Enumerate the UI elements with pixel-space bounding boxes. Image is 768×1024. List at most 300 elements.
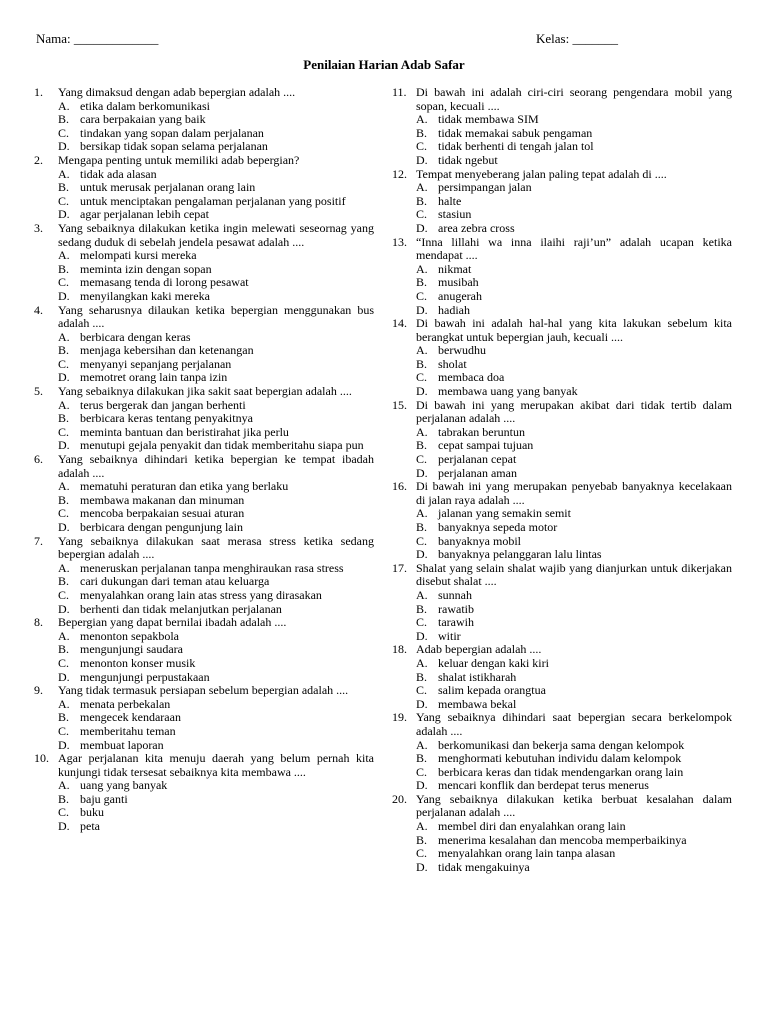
- answer-option: [58, 739, 374, 753]
- answer-option: [416, 439, 732, 453]
- answer-option: [58, 358, 374, 372]
- answer-option: [416, 222, 732, 236]
- question-body: [58, 684, 374, 752]
- option-letter: D.: [58, 139, 70, 154]
- option-letter: D.: [416, 302, 428, 317]
- option-text: membawa makanan dan minuman: [80, 492, 245, 507]
- answer-option: [58, 494, 374, 508]
- option-text: menjaga kebersihan dan ketenangan: [80, 343, 254, 358]
- option-letter: C.: [416, 370, 428, 385]
- option-text: tidak mengakuinya: [438, 859, 530, 874]
- option-text: perjalanan cepat: [438, 452, 517, 467]
- question-text: Yang dimaksud dengan adab bepergian adalah ....: [58, 85, 296, 99]
- option-letter: A.: [58, 397, 70, 412]
- question-number: 8.: [34, 615, 43, 630]
- option-letter: A.: [58, 696, 70, 711]
- option-text: hadiah: [438, 302, 470, 317]
- question-item: [34, 222, 374, 304]
- option-letter: C.: [416, 764, 428, 779]
- option-text: mencoba berpakaian sesuai aturan: [80, 506, 245, 521]
- answer-option: [58, 779, 374, 793]
- option-text: berbicara dengan keras: [80, 329, 191, 344]
- option-letter: C.: [416, 207, 428, 222]
- option-letter: D.: [58, 288, 70, 303]
- answer-option: [416, 344, 732, 358]
- option-text: anugerah: [438, 288, 482, 303]
- question-body: [416, 643, 732, 711]
- answer-option: [58, 371, 374, 385]
- answer-option: [58, 331, 374, 345]
- option-letter: C.: [416, 683, 428, 698]
- name-field: Nama: _____________: [36, 31, 159, 46]
- question-body: [416, 317, 732, 399]
- question-item: [392, 643, 732, 711]
- option-letter: D.: [58, 438, 70, 453]
- question-item: [34, 535, 374, 617]
- answer-option: [58, 698, 374, 712]
- question-number: 6.: [34, 452, 43, 467]
- question-body: [58, 453, 374, 535]
- option-letter: D.: [416, 696, 428, 711]
- question-body: [58, 304, 374, 386]
- option-letter: B.: [58, 791, 70, 806]
- question-item: [34, 385, 374, 453]
- question-text: Yang sebaiknya dilakukan ketika berbuat kesalahan dalam perjalanan adalah ....: [416, 791, 732, 820]
- question-text: Agar perjalanan kita menuju daerah yang belum pernah kita kunjungi tidak tersesat sebaiknya kita membawa ....: [58, 751, 374, 779]
- question-item: [34, 154, 374, 222]
- question-body: [416, 793, 732, 875]
- answer-option: [58, 344, 374, 358]
- option-letter: B.: [58, 261, 70, 276]
- answer-option: [58, 480, 374, 494]
- option-letter: A.: [416, 587, 428, 602]
- option-text: stasiun: [438, 207, 472, 222]
- option-text: meminta bantuan dan beristirahat jika perlu: [80, 424, 289, 439]
- question-number: 9.: [34, 683, 43, 698]
- question-body: [416, 480, 732, 562]
- question-body: [58, 752, 374, 834]
- option-letter: A.: [416, 506, 428, 521]
- question-number: 2.: [34, 152, 43, 167]
- option-text: berhenti dan tidak melanjutkan perjalanan: [80, 601, 282, 616]
- option-letter: A.: [58, 560, 70, 575]
- option-text: banyaknya pelanggaran lalu lintas: [438, 547, 602, 562]
- option-letter: B.: [58, 574, 70, 589]
- answer-option: [58, 603, 374, 617]
- option-text: banyaknya sepeda motor: [438, 520, 558, 534]
- option-letter: D.: [416, 778, 428, 793]
- answer-option: [58, 113, 374, 127]
- question-text: Yang sebaiknya dilakukan jika sakit saat bepergian adalah ....: [58, 384, 352, 399]
- answer-option: [58, 671, 374, 685]
- option-text: peta: [80, 819, 100, 834]
- answer-option: [58, 439, 374, 453]
- question-number: 13.: [392, 234, 407, 249]
- option-letter: B.: [58, 492, 70, 507]
- question-item: [392, 236, 732, 318]
- answer-option: [416, 834, 732, 848]
- option-text: menutupi gejala penyakit dan tidak memberitahu siapa pun: [80, 438, 364, 453]
- option-letter: B.: [58, 343, 70, 358]
- question-text: Yang sebaiknya dihindari saat bepergian secara berkelompok adalah ....: [416, 710, 732, 738]
- question-item: [392, 86, 732, 168]
- option-text: tidak membawa SIM: [438, 112, 539, 127]
- option-letter: A.: [416, 424, 428, 439]
- option-text: bersikap tidak sopan selama perjalanan: [80, 139, 268, 154]
- answer-option: [58, 562, 374, 576]
- option-letter: C.: [58, 356, 70, 371]
- option-letter: B.: [416, 520, 428, 534]
- answer-option: [416, 657, 732, 671]
- answer-option: [416, 467, 732, 481]
- question-body: [416, 711, 732, 793]
- question-body: [58, 535, 374, 617]
- option-text: mengecek kendaraan: [80, 710, 181, 725]
- question-number: 5.: [34, 384, 43, 399]
- answer-option: [416, 304, 732, 318]
- answer-option: [58, 589, 374, 603]
- question-text: Yang sebaiknya dilakukan saat merasa stress ketika sedang bepergian adalah ....: [58, 533, 374, 562]
- option-text: uang yang banyak: [80, 778, 168, 793]
- option-text: menonton sepakbola: [80, 628, 179, 643]
- question-item: [34, 304, 374, 386]
- answer-option: [416, 127, 732, 141]
- question-item: [392, 793, 732, 875]
- question-item: [34, 453, 374, 535]
- option-letter: A.: [58, 329, 70, 344]
- question-number: 16.: [392, 479, 407, 494]
- answer-option: [416, 861, 732, 875]
- question-text: “Inna lillahi wa inna ilaihi raji’un” adalah ucapan ketika mendapat ....: [416, 234, 732, 263]
- question-body: [416, 562, 732, 644]
- answer-option: [58, 820, 374, 834]
- option-text: sholat: [438, 356, 467, 371]
- option-text: perjalanan aman: [438, 465, 517, 480]
- option-text: berbicara keras dan tidak mendengarkan orang lain: [438, 764, 684, 779]
- question-number: 18.: [392, 642, 407, 657]
- answer-option: [58, 195, 374, 209]
- answer-option: [416, 684, 732, 698]
- question-text: Di bawah ini yang merupakan akibat dari tidak tertib dalam perjalanan adalah ....: [416, 397, 732, 426]
- option-text: banyaknya mobil: [438, 533, 521, 548]
- option-text: jalanan yang semakin semit: [438, 506, 571, 521]
- option-text: meminta izin dengan sopan: [80, 261, 212, 276]
- option-letter: C.: [58, 587, 70, 602]
- answer-option: [416, 371, 732, 385]
- option-text: tidak ada alasan: [80, 166, 157, 181]
- answer-option: [416, 630, 732, 644]
- option-text: cepat sampai tujuan: [438, 438, 534, 453]
- option-letter: A.: [416, 655, 428, 670]
- class-field: Kelas: _______: [536, 31, 618, 46]
- option-letter: A.: [416, 261, 428, 276]
- option-text: nikmat: [438, 261, 472, 276]
- option-letter: B.: [416, 669, 428, 684]
- option-text: cara berpakaian yang baik: [80, 112, 206, 127]
- answer-option: [58, 208, 374, 222]
- option-text: berbicara keras tentang penyakitnya: [80, 411, 253, 426]
- option-letter: D.: [58, 819, 70, 834]
- question-body: [416, 236, 732, 318]
- option-text: mencari konflik dan berdepat terus menerus: [438, 778, 649, 793]
- question-item: [392, 168, 732, 236]
- question-number: 15.: [392, 397, 407, 412]
- question-body: [58, 154, 374, 222]
- option-letter: A.: [416, 737, 428, 752]
- option-letter: D.: [416, 220, 428, 235]
- option-text: keluar dengan kaki kiri: [438, 655, 549, 670]
- answer-option: [416, 752, 732, 766]
- answer-option: [416, 358, 732, 372]
- option-text: menyalahkan orang lain atas stress yang dirasakan: [80, 587, 322, 602]
- answer-option: [58, 426, 374, 440]
- option-text: area zebra cross: [438, 220, 515, 235]
- option-letter: B.: [416, 193, 428, 208]
- option-text: tindakan yang sopan dalam perjalanan: [80, 125, 264, 140]
- option-text: membel diri dan enyalahkan orang lain: [438, 819, 626, 834]
- question-body: [58, 222, 374, 304]
- option-text: sunnah: [438, 587, 472, 602]
- option-letter: D.: [58, 370, 70, 385]
- option-letter: D.: [416, 152, 428, 167]
- option-letter: A.: [58, 479, 70, 494]
- answer-option: [58, 806, 374, 820]
- option-text: menyalahkan orang lain tanpa alasan: [438, 846, 616, 861]
- option-letter: A.: [416, 180, 428, 195]
- answer-option: [58, 507, 374, 521]
- option-letter: D.: [416, 628, 428, 643]
- answer-option: [416, 847, 732, 861]
- option-text: mematuhi peraturan dan etika yang berlaku: [80, 479, 289, 494]
- option-letter: B.: [416, 356, 428, 371]
- option-text: buku: [80, 805, 104, 820]
- page-title: Penilaian Harian Adab Safar: [303, 57, 465, 72]
- answer-option: [416, 276, 732, 290]
- answer-option: [416, 181, 732, 195]
- option-text: untuk menciptakan pengalaman perjalanan yang positif: [80, 193, 346, 208]
- option-letter: A.: [58, 778, 70, 793]
- option-letter: C.: [58, 805, 70, 820]
- answer-option: [58, 657, 374, 671]
- answer-option: [416, 154, 732, 168]
- answer-option: [58, 630, 374, 644]
- option-letter: C.: [58, 424, 70, 439]
- answer-option: [416, 698, 732, 712]
- option-letter: A.: [58, 166, 70, 181]
- option-text: menata perbekalan: [80, 696, 171, 711]
- option-letter: B.: [416, 438, 428, 453]
- option-text: cari dukungan dari teman atau keluarga: [80, 574, 270, 589]
- option-text: berbicara dengan pengunjung lain: [80, 520, 243, 534]
- question-item: [34, 86, 374, 154]
- option-text: agar perjalanan lebih cepat: [80, 207, 209, 222]
- question-text: Adab bepergian adalah ....: [416, 642, 542, 657]
- question-item: [34, 684, 374, 752]
- option-letter: D.: [416, 547, 428, 562]
- option-text: salim kepada orangtua: [438, 683, 546, 698]
- question-item: [392, 399, 732, 481]
- option-letter: A.: [58, 628, 70, 643]
- question-body: [58, 616, 374, 684]
- option-letter: B.: [416, 601, 428, 616]
- option-letter: B.: [58, 112, 70, 127]
- question-column-right: [392, 86, 732, 874]
- question-text: Mengapa penting untuk memiliki adab bepergian?: [58, 152, 300, 167]
- question-item: [392, 562, 732, 644]
- option-text: tarawih: [438, 615, 474, 630]
- answer-option: [58, 276, 374, 290]
- option-letter: D.: [58, 520, 70, 534]
- option-letter: C.: [416, 846, 428, 861]
- option-letter: C.: [58, 275, 70, 290]
- question-number: 4.: [34, 302, 43, 317]
- answer-option: [416, 140, 732, 154]
- question-number: 10.: [34, 751, 49, 766]
- answer-option: [416, 263, 732, 277]
- answer-option: [58, 181, 374, 195]
- option-text: membawa uang yang banyak: [438, 384, 578, 399]
- question-text: Yang seharusnya dilaukan ketika bepergian menggunakan bus adalah ....: [58, 302, 374, 331]
- answer-option: [416, 113, 732, 127]
- question-number: 7.: [34, 533, 43, 548]
- option-text: berkomunikasi dan bekerja sama dengan kelompok: [438, 737, 685, 752]
- option-letter: B.: [58, 411, 70, 426]
- option-letter: C.: [416, 288, 428, 303]
- answer-option: [58, 249, 374, 263]
- question-number: 3.: [34, 220, 43, 235]
- question-text: Di bawah ini adalah hal-hal yang kita lakukan sebelum kita berangkat untuk bepergian jauh, kecuali ....: [416, 316, 732, 344]
- answer-option: [58, 643, 374, 657]
- option-text: tidak ngebut: [438, 152, 498, 167]
- option-letter: C.: [416, 533, 428, 548]
- option-letter: C.: [58, 506, 70, 521]
- question-item: [34, 616, 374, 684]
- answer-option: [416, 195, 732, 209]
- option-text: menghormati kebutuhan individu dalam kelompok: [438, 751, 682, 766]
- option-text: menerima kesalahan dan mencoba memperbaikinya: [438, 832, 687, 847]
- question-number: 14.: [392, 316, 407, 331]
- option-letter: D.: [58, 669, 70, 684]
- question-column-left: [34, 86, 374, 834]
- option-letter: C.: [58, 655, 70, 670]
- option-text: baju ganti: [80, 791, 128, 806]
- answer-option: [58, 521, 374, 535]
- option-letter: C.: [58, 723, 70, 738]
- answer-option: [416, 616, 732, 630]
- option-letter: A.: [416, 819, 428, 834]
- answer-option: [416, 779, 732, 793]
- option-text: halte: [438, 193, 462, 208]
- option-text: memasang tenda di lorong pesawat: [80, 275, 249, 290]
- question-item: [392, 317, 732, 399]
- option-letter: C.: [416, 452, 428, 467]
- option-letter: A.: [58, 98, 70, 113]
- option-text: tidak berhenti di tengah jalan tol: [438, 139, 594, 154]
- option-letter: B.: [58, 180, 70, 195]
- answer-option: [416, 589, 732, 603]
- answer-option: [58, 793, 374, 807]
- option-letter: A.: [58, 248, 70, 263]
- answer-option: [416, 603, 732, 617]
- question-text: Yang sebaiknya dihindari ketika bepergian ke tempat ibadah adalah ....: [58, 452, 374, 480]
- question-text: Yang sebaiknya dilakukan ketika ingin melewati seseornag yang sedang duduk di sebelah jendela pesawat adalah ....: [58, 220, 374, 249]
- answer-option: [416, 671, 732, 685]
- option-letter: C.: [58, 125, 70, 140]
- option-text: mengunjungi saudara: [80, 642, 183, 657]
- option-text: membaca doa: [438, 370, 505, 385]
- answer-option: [416, 426, 732, 440]
- question-body: [416, 399, 732, 481]
- option-text: shalat istikharah: [438, 669, 517, 684]
- option-letter: D.: [416, 384, 428, 399]
- answer-option: [416, 548, 732, 562]
- option-text: memotret orang lain tanpa izin: [80, 370, 228, 385]
- option-text: witir: [438, 628, 461, 643]
- question-text: Shalat yang selain shalat wajib yang dianjurkan untuk dikerjakan disebut shalat ....: [416, 560, 732, 589]
- answer-option: [416, 208, 732, 222]
- answer-option: [58, 168, 374, 182]
- question-number: 12.: [392, 166, 407, 181]
- question-number: 20.: [392, 791, 407, 806]
- answer-option: [416, 385, 732, 399]
- option-text: etika dalam berkomunikasi: [80, 98, 210, 113]
- option-text: membuat laporan: [80, 737, 164, 752]
- option-text: mengunjungi perpustakaan: [80, 669, 210, 684]
- question-body: [58, 385, 374, 453]
- question-item: [34, 752, 374, 834]
- option-text: rawatib: [438, 601, 474, 616]
- option-letter: D.: [58, 207, 70, 222]
- question-text: Di bawah ini yang merupakan penyebab banyaknya kecelakaan di jalan raya adalah ....: [416, 479, 732, 507]
- answer-option: [416, 739, 732, 753]
- option-text: terus bergerak dan jangan berhenti: [80, 397, 246, 412]
- option-text: berwudhu: [438, 343, 486, 358]
- option-letter: B.: [416, 751, 428, 766]
- option-text: menyanyi sepanjang perjalanan: [80, 356, 232, 371]
- option-text: meneruskan perjalanan tanpa menghiraukan rasa stress: [80, 560, 344, 575]
- answer-option: [58, 399, 374, 413]
- answer-option: [58, 140, 374, 154]
- question-body: [58, 86, 374, 154]
- question-number: 19.: [392, 710, 407, 725]
- option-text: membawa bekal: [438, 696, 517, 711]
- question-text: Yang tidak termasuk persiapan sebelum bepergian adalah ....: [58, 683, 349, 698]
- answer-option: [416, 820, 732, 834]
- option-letter: C.: [416, 615, 428, 630]
- answer-option: [58, 127, 374, 141]
- question-item: [392, 480, 732, 562]
- option-text: melompati kursi mereka: [80, 248, 197, 263]
- question-text: Bepergian yang dapat bernilai ibadah adalah ....: [58, 615, 287, 630]
- answer-option: [416, 521, 732, 535]
- option-text: memberitahu teman: [80, 723, 176, 738]
- answer-option: [416, 766, 732, 780]
- option-letter: A.: [416, 343, 428, 358]
- option-letter: D.: [58, 737, 70, 752]
- answer-option: [416, 453, 732, 467]
- option-letter: B.: [416, 275, 428, 290]
- option-text: tidak memakai sabuk pengaman: [438, 125, 593, 140]
- option-letter: C.: [416, 139, 428, 154]
- option-letter: D.: [416, 465, 428, 480]
- option-letter: B.: [58, 642, 70, 657]
- option-letter: D.: [416, 859, 428, 874]
- option-letter: B.: [416, 125, 428, 140]
- answer-option: [58, 290, 374, 304]
- option-letter: B.: [58, 710, 70, 725]
- answer-option: [416, 290, 732, 304]
- option-text: musibah: [438, 275, 479, 290]
